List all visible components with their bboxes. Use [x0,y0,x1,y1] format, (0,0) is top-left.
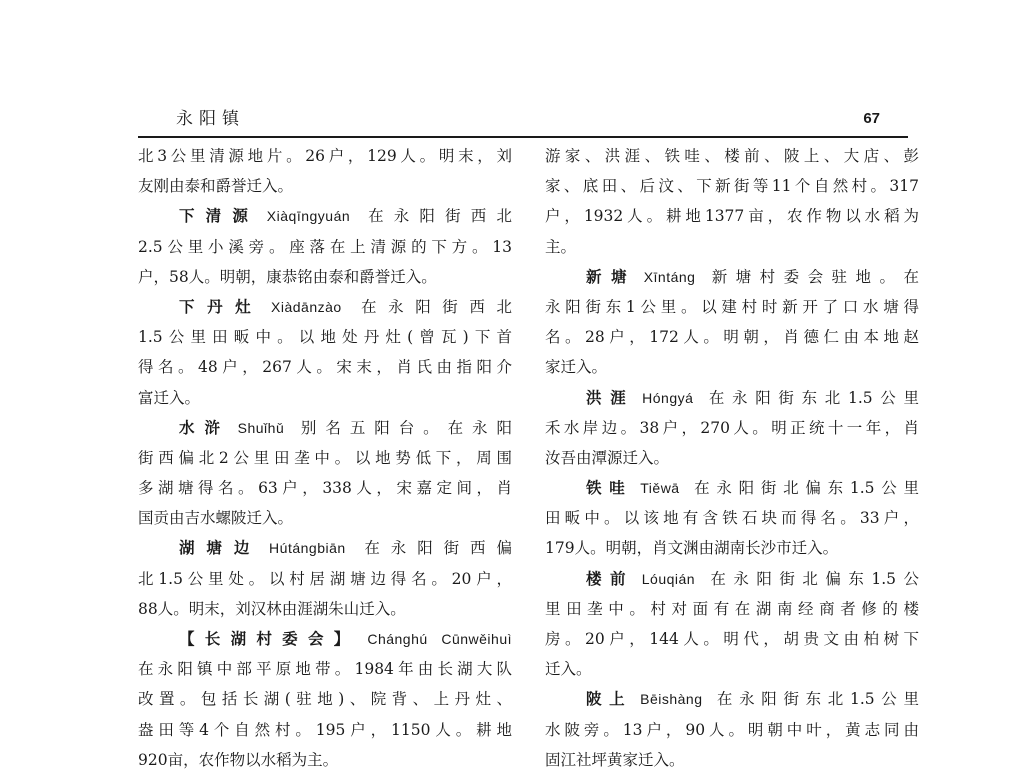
text-line [545,232,919,262]
entry-pinyin: Xīntáng [643,268,696,285]
line-text: 水陂旁。13户，90人。明朝中叶，黄志同由 [545,720,919,739]
header-rule [138,136,908,138]
line-text: 户，58人。明朝，康恭铭由泰和爵誉迁入。 [138,267,437,286]
line-text: 在永阳街西北 [349,297,512,316]
text-line [545,654,919,684]
line-text: 富迁入。 [138,388,201,407]
text-line [138,503,512,533]
entry-heading-line [138,624,512,654]
text-line [138,564,512,594]
line-text: 2.5公里小溪旁。座落在上清源的下方。13 [138,237,512,256]
entry-heading-line [545,473,919,503]
entry-term: 楼前 [586,569,635,588]
text-line [138,473,512,503]
line-text: 盎田等4个自然村。195户，1150人。耕地 [138,720,512,739]
line-text: 改置。包括长湖(驻地)、院背、上丹灶、 [138,690,512,709]
text-line [545,715,919,745]
text-line [138,383,512,413]
text-line [138,684,512,714]
entry-heading-line [545,564,919,594]
line-text: 920亩，农作物以水稻为主。 [138,750,339,769]
text-line [138,171,512,201]
running-title: 永阳镇 [176,109,245,129]
line-text: 名。28户，172人。明朝，肖德仁由本地赵 [545,328,919,347]
entry-pinyin: Lóuqián [641,570,696,587]
text-line [138,322,512,352]
line-text: 田畈中。以该地有含铁石块而得名。33户， [545,509,919,528]
entry-heading-line [545,383,919,413]
line-text: 汝吾由潭源迁入。 [545,448,670,467]
entry-term: 水浒 [179,418,230,437]
text-line [138,262,512,292]
text-line [545,413,919,443]
line-text: 国贡由吉水螺陂迁入。 [138,509,294,528]
line-text: 新塘村委会驻地。在 [703,267,919,286]
line-text: 友刚由泰和爵誉迁入。 [138,177,294,196]
line-text: 在永阳街东北1.5公里 [710,690,919,709]
entry-term: 下丹灶 [179,297,264,316]
line-text: 主。 [545,237,577,256]
text-line [138,232,512,262]
line-text: 在永阳街北偏东1.5公 [702,569,919,588]
line-text: 在永阳镇中部平原地带。1984年由长湖大队 [138,660,512,679]
text-line [545,292,919,322]
line-text: 迁入。 [545,660,592,679]
line-text: 在永阳街西偏 [353,539,512,558]
line-text: 里田垄中。村对面有在湖南经商者修的楼 [545,599,919,618]
text-line [545,171,919,201]
line-text: 家、底田、后汶、下新街等11个自然村。317 [545,177,919,196]
text-line [138,594,512,624]
line-text: 在永阳街东北1.5公里 [701,388,919,407]
entry-pinyin: Shuǐhǔ [237,419,285,436]
line-text: 街西偏北2公里田垄中。以地势低下，周围 [138,448,512,467]
text-line [545,443,919,473]
page-header [138,104,908,134]
text-line [138,654,512,684]
line-text: 游家、洪涯、铁哇、楼前、陂上、大店、彭 [545,147,919,165]
text-line [138,352,512,382]
entry-term: 新塘 [586,267,636,286]
entry-pinyin: Xiàdānzào [271,298,342,315]
text-line [545,141,919,171]
right-column [545,141,919,775]
entry-heading-line [138,201,512,231]
left-column [138,141,512,775]
line-text: 户，1932人。耕地1377亩，农作物以水稻为 [545,207,919,226]
entry-heading-line [138,292,512,322]
line-text: 固江社坪黄家迁入。 [545,750,685,769]
line-text: 得名。48户，267人。宋末，肖氏由指阳介 [138,358,512,377]
line-text: 88人。明末，刘汉林由涯湖朱山迁入。 [138,599,406,618]
entry-pinyin: Hóngyá [642,389,694,406]
entry-heading-line [138,413,512,443]
entry-pinyin: Tiěwā [640,480,680,497]
line-text: 房。20户，144人。明代，胡贵文由柏树下 [545,630,919,648]
text-line [545,624,919,654]
line-text: 禾水岸边。38户，270人。明正统十一年，肖 [545,418,919,437]
entry-term: 洪涯 [586,388,635,407]
entry-heading-line [545,262,919,292]
entry-heading-line [545,684,919,714]
text-line [138,443,512,473]
page-number: 67 [863,110,880,127]
line-text: 北1.5公里处。以村居湖塘边得名。20户， [138,569,512,588]
text-line [138,745,512,775]
line-text: 在永阳街西北 [357,207,512,226]
entry-term: 湖塘边 [179,539,262,558]
text-line [545,745,919,775]
text-line [545,503,919,533]
text-line [138,141,512,171]
line-text: 北3公里清源地片。26户，129人。明末，刘 [138,147,512,165]
line-text: 179人。明朝，肖文渊由湖南长沙市迁入。 [545,539,839,558]
entry-term: 铁哇 [586,479,633,498]
entry-term: 【长湖村委会】 [179,630,360,648]
text-line [545,322,919,352]
entry-term: 陂上 [586,690,633,709]
text-line [545,533,919,563]
entry-pinyin: Hútángbiān [269,540,346,557]
text-line [545,594,919,624]
entry-term: 下清源 [179,207,260,226]
entry-pinyin: Bēishàng [640,691,703,708]
text-line [545,201,919,231]
entry-heading-line [138,533,512,563]
line-text: 别名五阳台。在永阳 [291,418,512,437]
text-line [138,715,512,745]
entry-pinyin: Chánghú Cūnwěihuì [367,631,512,647]
line-text: 永阳街东1公里。以建村时新开了口水塘得 [545,297,919,316]
line-text: 在永阳街北偏东1.5公里 [687,479,919,498]
text-line [545,352,919,382]
entry-pinyin: Xiàqīngyuán [266,208,351,225]
line-text: 家迁入。 [545,358,608,377]
line-text: 1.5公里田畈中。以地处丹灶(曾瓦)下首 [138,328,512,347]
line-text: 多湖塘得名。63户，338人，宋嘉定间，肖 [138,479,512,498]
